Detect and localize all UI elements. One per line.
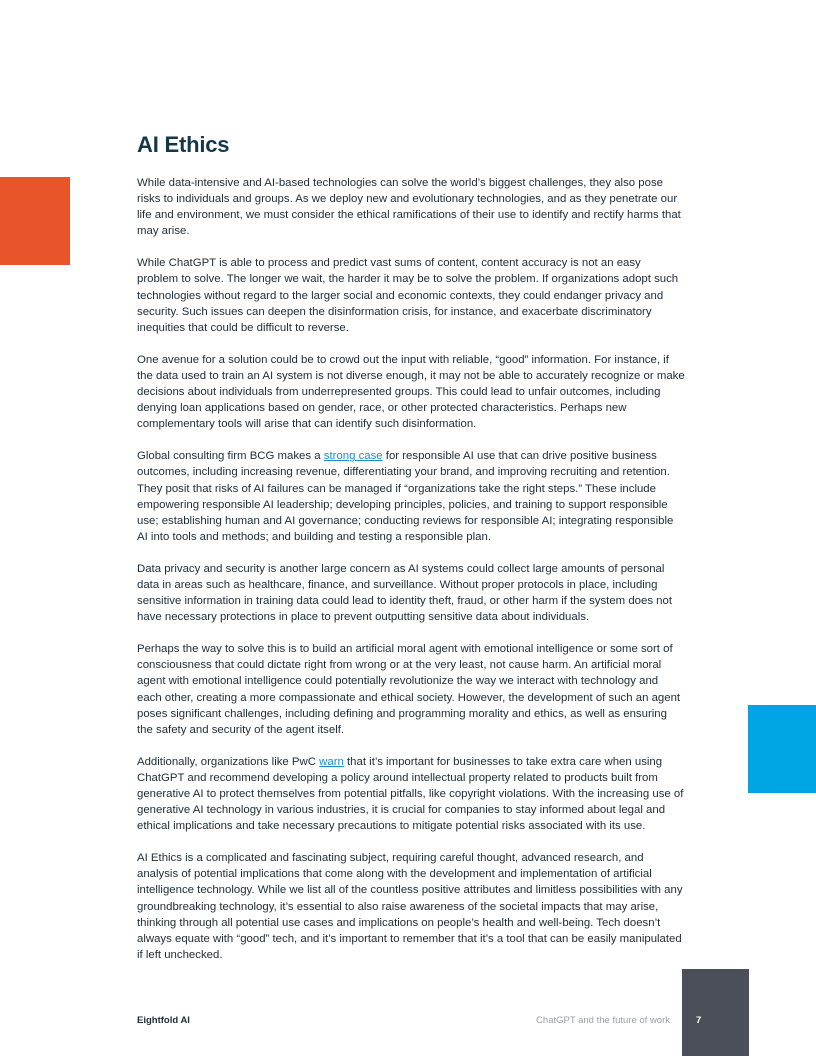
- paragraph-bcg: [137, 448, 685, 545]
- bcg-text-after: for responsible AI use that can drive positive business outcomes, including increasing revenue, differentiating your brand, and improving recruiting and retention. They posit that risks of AI failures can be managed if “organizations take the right steps.” These include empowering responsible AI leadership; developing principles, policies, and training to support responsible use; establishing human and AI governance; conducting reviews for responsible AI; integrating responsible AI into tools and methods; and building and testing a responsible plan.: [137, 450, 674, 543]
- section-heading: AI Ethics: [137, 132, 230, 157]
- paragraph-data-privacy: Data privacy and security is another large concern as AI systems could collect large amounts of personal data in areas such as healthcare, finance, and surveillance. Without proper protocols in place, including sensitive information in training data could lead to identity theft, fraud, or other harm if the system does not have necessary protections in place to prevent outputting sensitive data about individuals.: [137, 562, 673, 624]
- paragraph-pwc: [137, 754, 685, 834]
- paragraph-intro: While data-intensive and AI-based technologies can solve the world’s biggest challenges, they also pose risks to individuals and groups. As we deploy new and evolutionary technologies, and as they penetrate our life and environment, we must consider the ethical ramifications of their use to identify and rectify harms that may arise.: [137, 177, 681, 238]
- pwc-text-before: Additionally, organizations like PwC: [137, 755, 320, 768]
- paragraph-good-information: One avenue for a solution could be to crowd out the input with reliable, “good” information. For instance, if the data used to train an AI system is not diverse enough, it may not be able to accurately recognize or make decisions about individuals from underrepresented groups. This could lead to unfair outcomes, including denying loan applications based on gender, race, or other protected characteristics. Perhaps new complementary tools will arise that can identify such disinformation.: [137, 353, 685, 431]
- paragraph-closing: AI Ethics is a complicated and fascinating subject, requiring careful thought, advanced research, and analysis of potential implications that come along with the development and implementation of artificial intelligence technology. While we list all of the countless positive attributes and limitless possibilities with any groundbreaking technology, it’s essential to also raise awareness of the societal impacts that may arise, thinking through all potential use cases and implications on people’s health and well-being. Tech doesn’t always equate with “good” tech, and it’s important to remember that it’s a tool that can be easily manipulated if left unchecked.: [137, 852, 683, 961]
- strong-case-link[interactable]: strong case: [323, 450, 383, 463]
- bcg-text-before: Global consulting firm BCG makes a: [137, 450, 324, 463]
- orange-accent-block: [0, 177, 70, 265]
- paragraph-content-accuracy: While ChatGPT is able to process and predict vast sums of content, content accuracy is not an easy problem to solve. The longer we wait, the harder it may be to solve the problem. If organizations adopt such technologies without regard to the larger social and economic contexts, they could endanger privacy and security. Such issues can deepen the disinformation crisis, for instance, and exacerbate discriminatory inequities that could be difficult to reverse.: [137, 257, 679, 334]
- page-number-tab: [682, 969, 749, 1056]
- blue-accent-block: [748, 705, 816, 793]
- page-number: 7: [696, 1015, 702, 1026]
- footer-brand: Eightfold AI: [137, 1015, 190, 1026]
- article-body: [137, 130, 685, 979]
- paragraph-moral-agent: Perhaps the way to solve this is to build an artificial moral agent with emotional intelligence or some sort of consciousness that could dictate right from wrong or at the very least, not cause harm. An artificial moral agent with emotional intelligence could potentially revolutionize the way we interact with technology and each other, creating a more compassionate and ethical society. However, the development of such an agent poses significant challenges, including defining and programming morality and ethics, as well as ensuring the safety and security of the agent itself.: [137, 643, 681, 736]
- pwc-text-after: that it’s important for businesses to take extra care when using ChatGPT and recommend developing a policy around intellectual property related to products built from generative AI to protect themselves from potential pitfalls, like copyright violations. With the increasing use of generative AI technology in various industries, it is crucial for companies to stay informed about legal and ethical implications and take necessary precautions to mitigate potential risks associated with its use.: [137, 755, 684, 833]
- warn-link[interactable]: warn: [319, 755, 344, 768]
- footer-document-title: ChatGPT and the future of work: [536, 1015, 670, 1026]
